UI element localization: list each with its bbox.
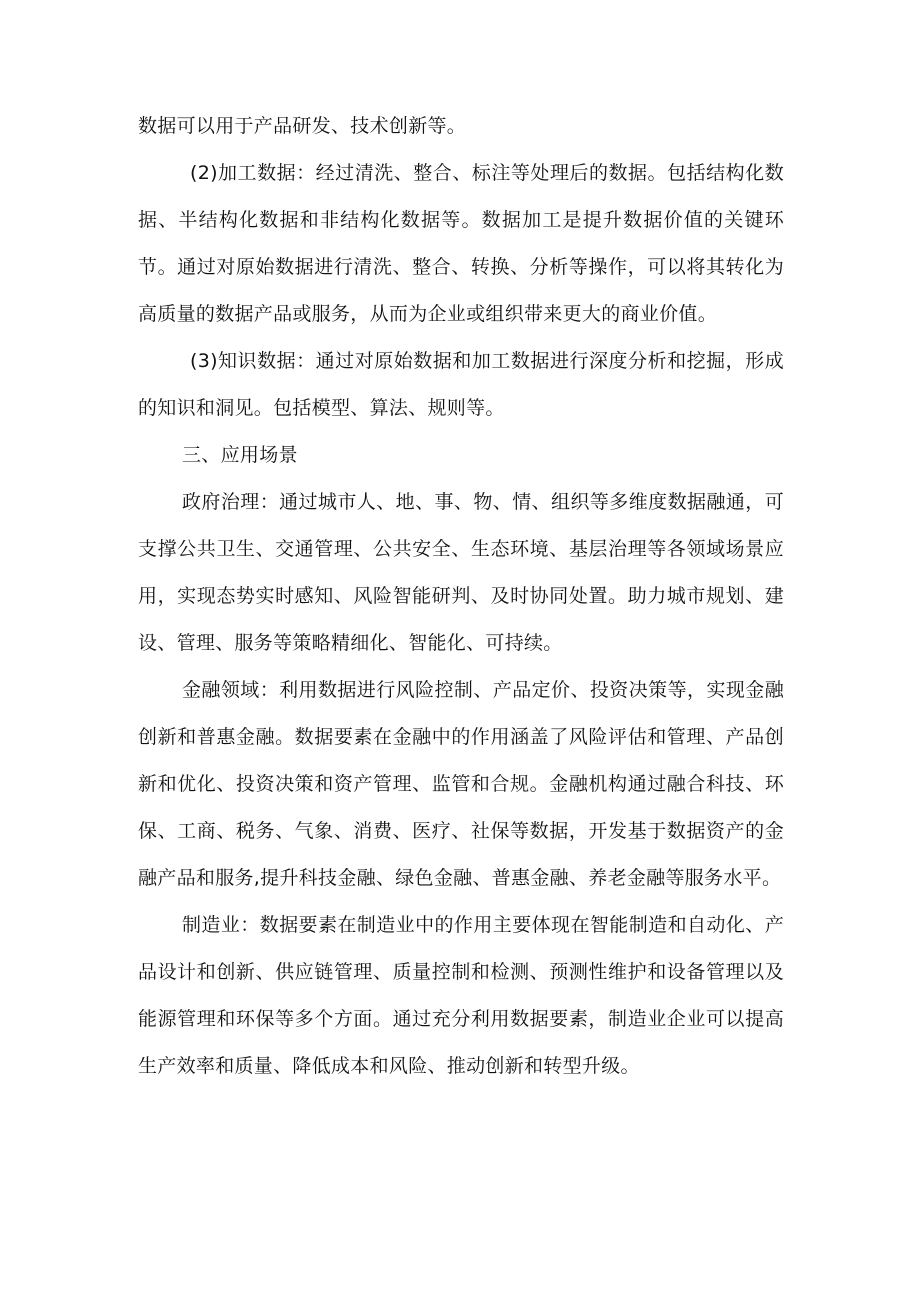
paragraph-finance: 金融领域：利用数据进行风险控制、产品定价、投资决策等，实现金融创新和普惠金融。数据要素在金融中的作用涵盖了风险评估和管理、产品创新和优化、投资决策和资产管理、监管和合规。金融机构通过融合科技、环保、工商、税务、气象、消费、医疗、社保等数据，开发基于数据资产的金融产品和服务,提升科技金融、绿色金融、普惠金融、养老金融等服务水平。 bbox=[138, 679, 784, 889]
section-heading-application-scenarios: 三、应用场景 bbox=[182, 444, 298, 466]
paragraph-processed-data: (2)加工数据：经过清洗、整合、标注等处理后的数据。包括结构化数据、半结构化数据和非结构化数据等。数据加工是提升数据价值的关键环节。通过对原始数据进行清洗、整合、转换、分析等操作，可以将其转化为高质量的数据产品或服务，从而为企业或组织带来更大的商业价值。 bbox=[138, 162, 784, 325]
paragraph-manufacturing: 制造业：数据要素在制造业中的作用主要体现在智能制造和自动化、产品设计和创新、供应链管理、质量控制和检测、预测性维护和设备管理以及能源管理和环保等多个方面。通过充分利用数据要素，制造业企业可以提高生产效率和质量、降低成本和风险、推动创新和转型升级。 bbox=[138, 914, 784, 1077]
document-body bbox=[138, 103, 784, 1090]
paragraph-continuation: 数据可以用于产品研发、技术创新等。 bbox=[138, 115, 467, 137]
paragraph-government-governance: 政府治理：通过城市人、地、事、物、情、组织等多维度数据融通，可支撑公共卫生、交通管理、公共安全、生态环境、基层治理等各领域场景应用，实现态势实时感知、风险智能研判、及时协同处置。助力城市规划、建设、管理、服务等策略精细化、智能化、可持续。 bbox=[138, 491, 784, 654]
paragraph-knowledge-data: (3)知识数据：通过对原始数据和加工数据进行深度分析和挖掘，形成的知识和洞见。包括模型、算法、规则等。 bbox=[138, 350, 784, 419]
